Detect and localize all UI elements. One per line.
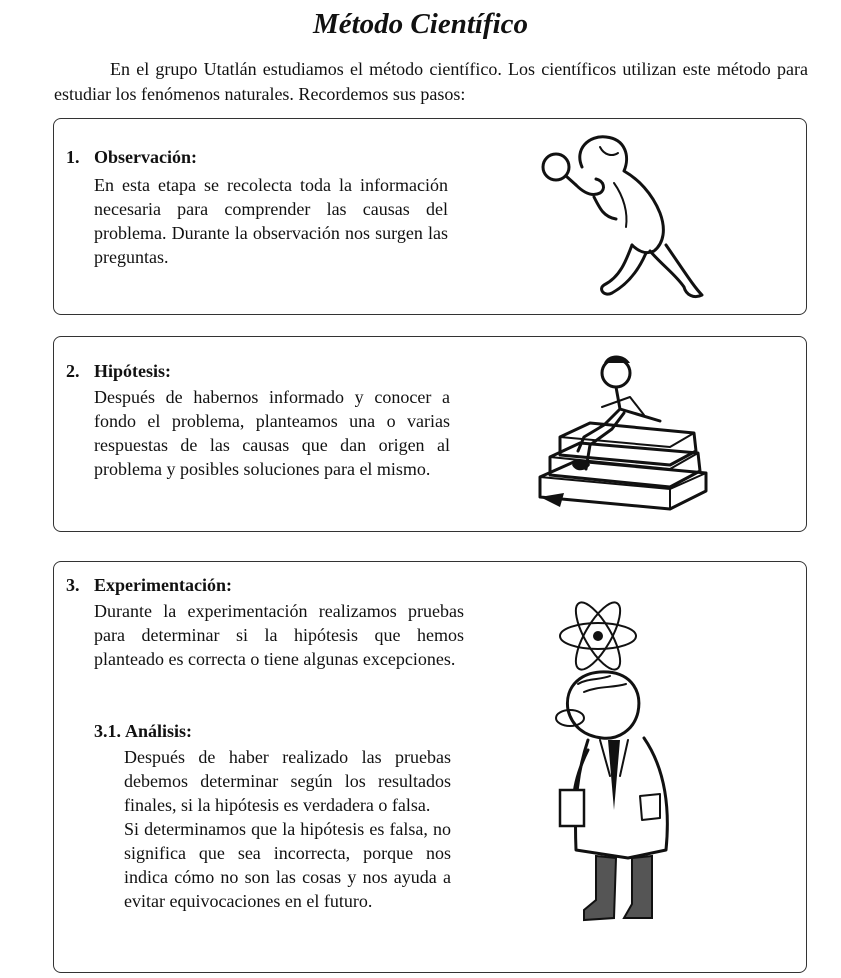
step-heading [66, 147, 197, 168]
intro-paragraph: En el grupo Utatlán estudiamos el método científico. Los científicos utilizan este método para estudiar los fenómenos naturales. Recordemos sus pasos: [54, 59, 808, 104]
walking-figure-magnifying-glass-illustration [534, 127, 714, 309]
step-box-experimentacion [53, 561, 807, 973]
scientist-with-atom-illustration [548, 600, 708, 940]
step-text: Durante la experimentación realizamos pruebas para determinar si la hipótesis que hemos planteado es correcta o tiene algunas excepciones. [94, 601, 464, 669]
step-text: Después de habernos informado y conocer a fondo el problema, planteamos una o varias respuestas de las causas que dan origen al problema y posibles soluciones para el mismo. [94, 387, 450, 479]
substep-paragraph: Si determinamos que la hipótesis es falsa, no significa que sea incorrecta, porque nos indica cómo no son las cosas y nos ayuda a evitar equivocaciones en el futuro. [124, 819, 451, 911]
boy-sitting-on-books-illustration [520, 347, 710, 519]
step-heading [66, 575, 232, 596]
step-box-hipotesis [53, 336, 807, 532]
page-title: Método Científico [312, 8, 529, 40]
step-number: 3. [66, 575, 80, 595]
substep-number: 3.1. [94, 721, 121, 741]
substep-heading [94, 721, 192, 742]
substep-body [124, 745, 451, 913]
step-number: 2. [66, 361, 80, 381]
step-number: 1. [66, 147, 80, 167]
step-box-observacion [53, 118, 807, 315]
step-title: Experimentación: [94, 575, 232, 595]
step-heading [66, 361, 171, 382]
step-text: En esta etapa se recolecta toda la información necesaria para comprender las causas del problema. Durante la observación nos surgen las preguntas. [94, 175, 448, 267]
substep-title: Análisis: [125, 721, 193, 741]
substep-paragraph: Después de haber realizado las pruebas debemos determinar según los resultados finales, si la hipótesis es verdadera o falsa. [124, 747, 451, 815]
step-title: Hipótesis: [94, 361, 172, 381]
step-title: Observación: [94, 147, 197, 167]
